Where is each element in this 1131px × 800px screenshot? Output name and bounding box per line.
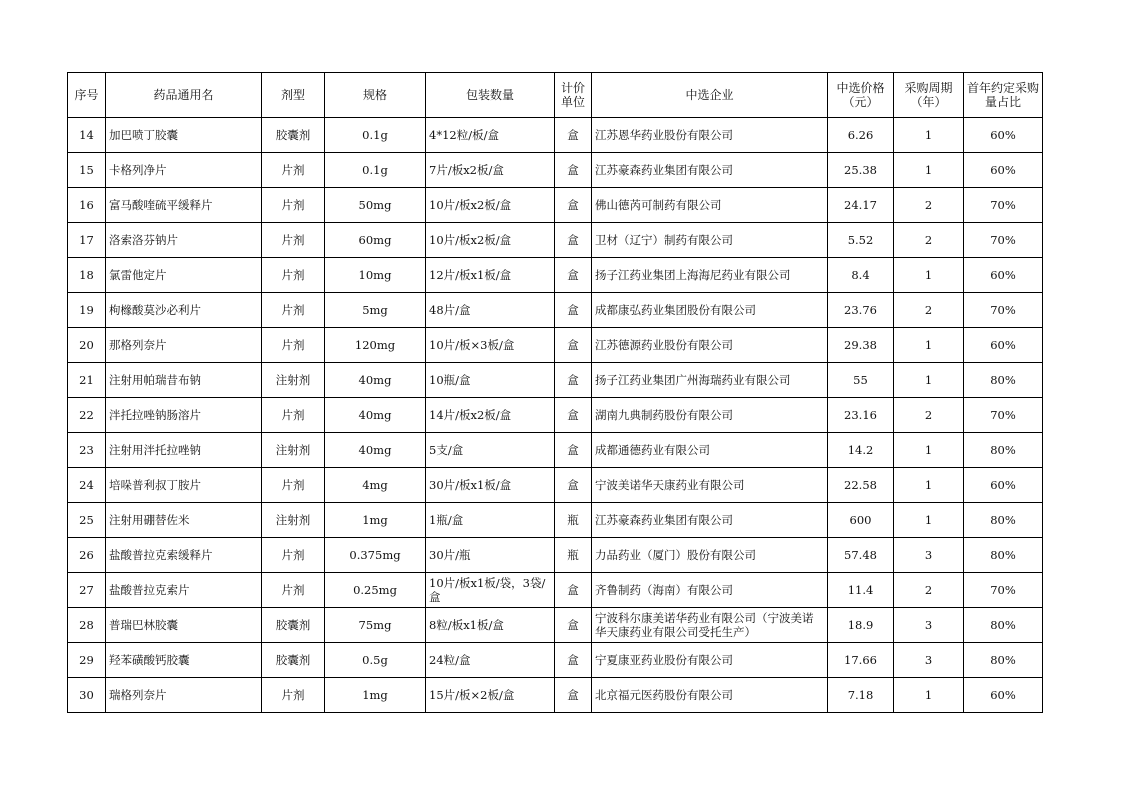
header-price [828, 73, 894, 118]
header-unit-line2: 单位 [560, 95, 585, 109]
table-row [68, 223, 1043, 258]
cell-ratio: 70% [964, 188, 1043, 223]
cell-dosage-form: 片剂 [262, 188, 325, 223]
cell-seq: 24 [68, 468, 106, 503]
cell-price: 29.38 [828, 328, 894, 363]
cell-ratio: 70% [964, 398, 1043, 433]
cell-dosage-form: 片剂 [262, 573, 325, 608]
cell-spec: 75mg [325, 608, 426, 643]
cell-drug-name: 枸橼酸莫沙必利片 [106, 293, 262, 328]
cell-seq: 23 [68, 433, 106, 468]
cell-dosage-form: 片剂 [262, 398, 325, 433]
cell-price: 23.76 [828, 293, 894, 328]
cell-period: 1 [894, 258, 964, 293]
cell-seq: 27 [68, 573, 106, 608]
header-period-line2: （年） [910, 95, 947, 109]
cell-period: 1 [894, 328, 964, 363]
cell-unit: 盒 [555, 678, 592, 713]
header-unit-line1: 计价 [560, 81, 585, 95]
cell-seq: 20 [68, 328, 106, 363]
header-pack: 包装数量 [426, 73, 555, 118]
header-ratio [964, 73, 1043, 118]
cell-price: 57.48 [828, 538, 894, 573]
header-price-line1: 中选价格 [836, 81, 885, 95]
cell-drug-name: 普瑞巴林胶囊 [106, 608, 262, 643]
cell-drug-name: 泮托拉唑钠肠溶片 [106, 398, 262, 433]
cell-drug-name: 羟苯磺酸钙胶囊 [106, 643, 262, 678]
header-spec: 规格 [325, 73, 426, 118]
cell-company: 江苏豪森药业集团有限公司 [592, 153, 828, 188]
cell-drug-name: 富马酸喹硫平缓释片 [106, 188, 262, 223]
cell-unit: 瓶 [555, 538, 592, 573]
cell-company: 成都康弘药业集团股份有限公司 [592, 293, 828, 328]
cell-pack: 10片/板x2板/盒 [426, 223, 555, 258]
header-form: 剂型 [262, 73, 325, 118]
header-period [894, 73, 964, 118]
table-row [68, 468, 1043, 503]
cell-seq: 30 [68, 678, 106, 713]
cell-pack: 24粒/盒 [426, 643, 555, 678]
cell-unit: 盒 [555, 468, 592, 503]
cell-unit: 盒 [555, 118, 592, 153]
cell-period: 2 [894, 223, 964, 258]
cell-ratio: 60% [964, 118, 1043, 153]
cell-price: 6.26 [828, 118, 894, 153]
cell-price: 8.4 [828, 258, 894, 293]
cell-price: 25.38 [828, 153, 894, 188]
cell-dosage-form: 片剂 [262, 678, 325, 713]
table-row [68, 363, 1043, 398]
cell-drug-name: 盐酸普拉克索缓释片 [106, 538, 262, 573]
cell-unit: 瓶 [555, 503, 592, 538]
table-row [68, 293, 1043, 328]
cell-period: 1 [894, 118, 964, 153]
cell-company: 江苏德源药业股份有限公司 [592, 328, 828, 363]
cell-seq: 21 [68, 363, 106, 398]
cell-ratio: 70% [964, 573, 1043, 608]
cell-company: 宁波美诺华天康药业有限公司 [592, 468, 828, 503]
cell-pack: 30片/瓶 [426, 538, 555, 573]
cell-period: 3 [894, 608, 964, 643]
cell-unit: 盒 [555, 188, 592, 223]
cell-dosage-form: 胶囊剂 [262, 118, 325, 153]
cell-drug-name: 卡格列净片 [106, 153, 262, 188]
cell-seq: 22 [68, 398, 106, 433]
cell-ratio: 60% [964, 153, 1043, 188]
cell-drug-name: 洛索洛芬钠片 [106, 223, 262, 258]
cell-unit: 盒 [555, 258, 592, 293]
cell-spec: 5mg [325, 293, 426, 328]
cell-pack: 14片/板x2板/盒 [426, 398, 555, 433]
cell-price: 600 [828, 503, 894, 538]
cell-drug-name: 瑞格列奈片 [106, 678, 262, 713]
cell-unit: 盒 [555, 608, 592, 643]
cell-pack: 10片/板×3板/盒 [426, 328, 555, 363]
cell-spec: 0.1g [325, 153, 426, 188]
cell-company: 湖南九典制药股份有限公司 [592, 398, 828, 433]
cell-period: 1 [894, 503, 964, 538]
cell-unit: 盒 [555, 293, 592, 328]
table-row [68, 643, 1043, 678]
cell-pack: 10片/板x1板/袋，3袋/盒 [426, 573, 555, 608]
cell-seq: 19 [68, 293, 106, 328]
header-seq: 序号 [68, 73, 106, 118]
table-row [68, 118, 1043, 153]
cell-spec: 60mg [325, 223, 426, 258]
header-name: 药品通用名 [106, 73, 262, 118]
cell-spec: 0.25mg [325, 573, 426, 608]
cell-seq: 14 [68, 118, 106, 153]
table-row [68, 678, 1043, 713]
cell-ratio: 80% [964, 538, 1043, 573]
table-row [68, 608, 1043, 643]
cell-pack: 1瓶/盒 [426, 503, 555, 538]
cell-dosage-form: 片剂 [262, 538, 325, 573]
cell-pack: 12片/板x1板/盒 [426, 258, 555, 293]
table-header [68, 73, 1043, 118]
header-ratio-line2: 量占比 [984, 95, 1021, 109]
cell-dosage-form: 注射剂 [262, 363, 325, 398]
cell-company: 扬子江药业集团广州海瑞药业有限公司 [592, 363, 828, 398]
cell-ratio: 60% [964, 678, 1043, 713]
cell-seq: 25 [68, 503, 106, 538]
cell-spec: 10mg [325, 258, 426, 293]
cell-drug-name: 那格列奈片 [106, 328, 262, 363]
cell-company: 佛山德芮可制药有限公司 [592, 188, 828, 223]
cell-unit: 盒 [555, 153, 592, 188]
cell-company: 齐鲁制药（海南）有限公司 [592, 573, 828, 608]
cell-seq: 28 [68, 608, 106, 643]
cell-ratio: 80% [964, 363, 1043, 398]
cell-pack: 8粒/板x1板/盒 [426, 608, 555, 643]
cell-spec: 40mg [325, 363, 426, 398]
cell-drug-name: 盐酸普拉克索片 [106, 573, 262, 608]
cell-spec: 50mg [325, 188, 426, 223]
cell-ratio: 80% [964, 643, 1043, 678]
cell-pack: 15片/板×2板/盒 [426, 678, 555, 713]
header-company: 中选企业 [592, 73, 828, 118]
table-row [68, 328, 1043, 363]
cell-seq: 15 [68, 153, 106, 188]
cell-company: 卫材（辽宁）制药有限公司 [592, 223, 828, 258]
cell-unit: 盒 [555, 223, 592, 258]
cell-seq: 16 [68, 188, 106, 223]
cell-ratio: 60% [964, 468, 1043, 503]
cell-seq: 17 [68, 223, 106, 258]
cell-drug-name: 培哚普利叔丁胺片 [106, 468, 262, 503]
cell-price: 17.66 [828, 643, 894, 678]
cell-spec: 40mg [325, 433, 426, 468]
header-unit [555, 73, 592, 118]
cell-ratio: 80% [964, 503, 1043, 538]
header-price-line2: （元） [842, 95, 879, 109]
cell-company: 宁波科尔康美诺华药业有限公司（宁波美诺华天康药业有限公司受托生产） [592, 608, 828, 643]
cell-spec: 0.5g [325, 643, 426, 678]
cell-unit: 盒 [555, 398, 592, 433]
cell-company: 扬子江药业集团上海海尼药业有限公司 [592, 258, 828, 293]
cell-pack: 4*12粒/板/盒 [426, 118, 555, 153]
cell-dosage-form: 注射剂 [262, 433, 325, 468]
cell-pack: 48片/盒 [426, 293, 555, 328]
cell-ratio: 60% [964, 258, 1043, 293]
cell-company: 成都通德药业有限公司 [592, 433, 828, 468]
cell-pack: 30片/板x1板/盒 [426, 468, 555, 503]
cell-period: 3 [894, 643, 964, 678]
cell-price: 24.17 [828, 188, 894, 223]
cell-dosage-form: 胶囊剂 [262, 608, 325, 643]
cell-ratio: 70% [964, 223, 1043, 258]
cell-price: 14.2 [828, 433, 894, 468]
cell-period: 1 [894, 678, 964, 713]
cell-price: 5.52 [828, 223, 894, 258]
cell-price: 22.58 [828, 468, 894, 503]
cell-dosage-form: 片剂 [262, 328, 325, 363]
table-row [68, 538, 1043, 573]
cell-drug-name: 注射用帕瑞昔布钠 [106, 363, 262, 398]
cell-dosage-form: 注射剂 [262, 503, 325, 538]
header-ratio-line1: 首年约定采购 [967, 81, 1040, 95]
cell-unit: 盒 [555, 328, 592, 363]
cell-company: 宁夏康亚药业股份有限公司 [592, 643, 828, 678]
table-row [68, 433, 1043, 468]
cell-company: 江苏恩华药业股份有限公司 [592, 118, 828, 153]
cell-period: 1 [894, 363, 964, 398]
cell-pack: 5支/盒 [426, 433, 555, 468]
cell-period: 1 [894, 153, 964, 188]
cell-dosage-form: 片剂 [262, 153, 325, 188]
header-row [68, 73, 1043, 118]
cell-period: 2 [894, 188, 964, 223]
cell-period: 1 [894, 433, 964, 468]
table-body [68, 118, 1043, 713]
cell-ratio: 70% [964, 293, 1043, 328]
cell-period: 2 [894, 573, 964, 608]
cell-price: 23.16 [828, 398, 894, 433]
cell-company: 力品药业（厦门）股份有限公司 [592, 538, 828, 573]
table-row [68, 398, 1043, 433]
cell-price: 11.4 [828, 573, 894, 608]
header-period-line1: 采购周期 [904, 81, 953, 95]
cell-period: 2 [894, 293, 964, 328]
cell-unit: 盒 [555, 573, 592, 608]
cell-dosage-form: 片剂 [262, 258, 325, 293]
cell-price: 18.9 [828, 608, 894, 643]
cell-spec: 1mg [325, 503, 426, 538]
cell-pack: 10瓶/盒 [426, 363, 555, 398]
cell-ratio: 60% [964, 328, 1043, 363]
cell-unit: 盒 [555, 643, 592, 678]
cell-spec: 4mg [325, 468, 426, 503]
table-row [68, 153, 1043, 188]
cell-drug-name: 注射用硼替佐米 [106, 503, 262, 538]
cell-spec: 1mg [325, 678, 426, 713]
table-row [68, 573, 1043, 608]
cell-price: 7.18 [828, 678, 894, 713]
procurement-table [67, 72, 1043, 713]
cell-unit: 盒 [555, 433, 592, 468]
cell-period: 3 [894, 538, 964, 573]
cell-ratio: 80% [964, 608, 1043, 643]
cell-price: 55 [828, 363, 894, 398]
cell-company: 北京福元医药股份有限公司 [592, 678, 828, 713]
cell-unit: 盒 [555, 363, 592, 398]
cell-pack: 10片/板x2板/盒 [426, 188, 555, 223]
cell-spec: 40mg [325, 398, 426, 433]
cell-ratio: 80% [964, 433, 1043, 468]
cell-period: 1 [894, 468, 964, 503]
cell-dosage-form: 片剂 [262, 223, 325, 258]
cell-seq: 18 [68, 258, 106, 293]
cell-spec: 0.1g [325, 118, 426, 153]
cell-dosage-form: 胶囊剂 [262, 643, 325, 678]
cell-spec: 120mg [325, 328, 426, 363]
table-row [68, 258, 1043, 293]
cell-dosage-form: 片剂 [262, 468, 325, 503]
cell-pack: 7片/板x2板/盒 [426, 153, 555, 188]
cell-dosage-form: 片剂 [262, 293, 325, 328]
cell-spec: 0.375mg [325, 538, 426, 573]
cell-company: 江苏豪森药业集团有限公司 [592, 503, 828, 538]
cell-seq: 26 [68, 538, 106, 573]
cell-seq: 29 [68, 643, 106, 678]
table-row [68, 188, 1043, 223]
cell-drug-name: 加巴喷丁胶囊 [106, 118, 262, 153]
cell-drug-name: 氯雷他定片 [106, 258, 262, 293]
table-row [68, 503, 1043, 538]
cell-drug-name: 注射用泮托拉唑钠 [106, 433, 262, 468]
cell-period: 2 [894, 398, 964, 433]
